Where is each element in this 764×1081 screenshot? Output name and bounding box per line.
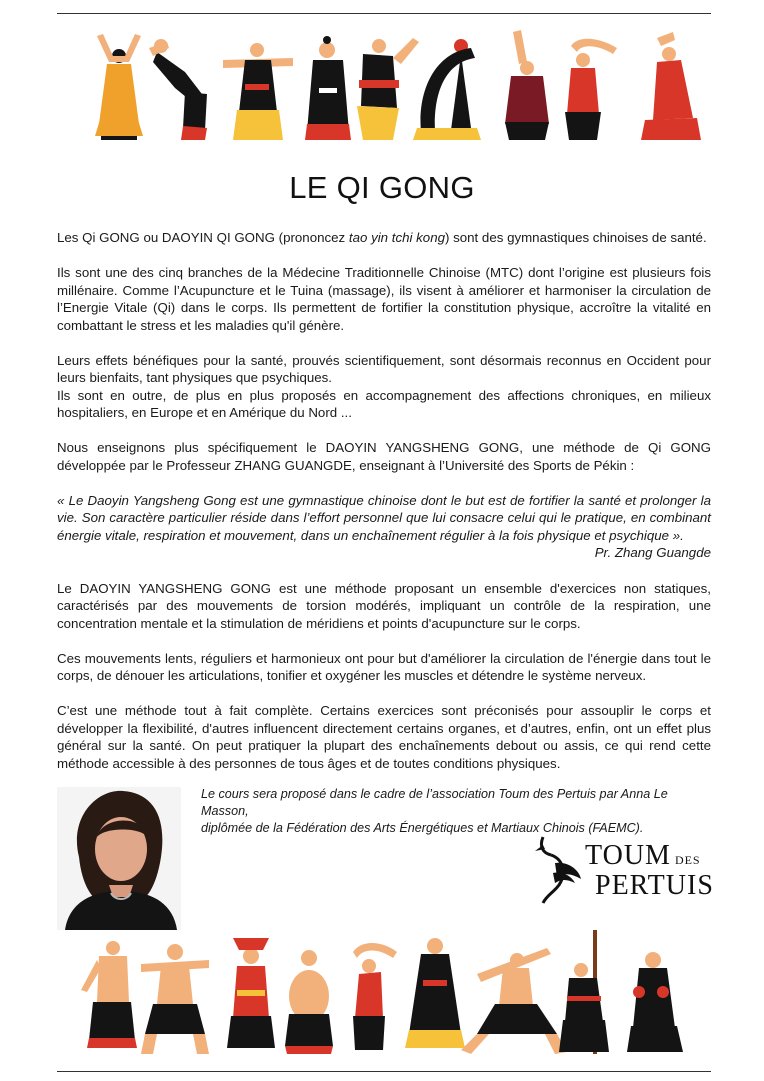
movements-paragraph: Ces mouvements lents, réguliers et harmonieux ont pour but d'améliorer la circulation de l'énergie dans tout le corps, de dénouer les articulations, tonifier et oxygéner les muscles et détendre le système nerveux. bbox=[57, 650, 711, 683]
teaching-paragraph: Nous enseignons plus spécifiquement le DAOYIN YANGSHENG GONG, une méthode de Qi GONG développée par le Professeur ZHANG GUANGDE, enseignant à l’Université des Sports de Pékin : bbox=[57, 440, 711, 473]
portrait-photo bbox=[57, 787, 181, 930]
intro-text-start: Les Qi GONG ou DAOYIN QI GONG (prononcez bbox=[57, 230, 349, 245]
bottom-figures-illustration bbox=[57, 930, 711, 1062]
origin-paragraph: Ils sont une des cinq branches de la Médecine Traditionnelle Chinoise (MTC) dont l’origine est plusieurs fois millénaire. Comme l’Acupuncture et le Tuina (massage), ils visent à améliorer et harmoniser la circulation de l’Energie Vitale (Qi) dans le corps. Ils permettent de fortifier la constitution physique, accroître la vitalité en combattant le stress et les maladies qu'il génère. bbox=[57, 265, 711, 333]
complete-paragraph: C’est une méthode tout à fait complète. Certains exercices sont préconisés pour assouplir le corps et développer la flexibilité, d'autres influencent directement certains organes, et d’autres, enfin, ont un effet plus général sur la santé. On peut pratiquer la plupart des enchaînements debout ou assis, ce qui rend cette méthode accessible à des personnes de tous âges et de toutes conditions physiques. bbox=[57, 703, 711, 771]
top-figures-illustration bbox=[57, 28, 711, 146]
method-paragraph: Le DAOYIN YANGSHENG GONG est une méthode proposant un ensemble d'exercices non statiques, caractérisés par des mouvements de torsion modérés, impliquant un contrôle de la respiration, une concentration mentale et la stimulation de méridiens et points d'acupuncture sur le corps. bbox=[57, 580, 711, 631]
toum-des-pertuis-logo bbox=[533, 833, 713, 905]
benefits-paragraph: Leurs effets bénéfiques pour la santé, prouvés scientifiquement, sont désormais reconnus en Occident pour leurs bienfaits, tant physiques que psychiques. bbox=[57, 352, 711, 385]
bottom-rule bbox=[57, 1071, 711, 1072]
crane-logo-icon bbox=[533, 833, 585, 905]
logo-word-des: DES bbox=[674, 853, 701, 867]
page-title: LE QI GONG bbox=[289, 170, 475, 205]
course-line-1: Le cours sera proposé dans le cadre de l’association Toum des Pertuis par Anna Le Masson, bbox=[201, 787, 668, 818]
quote-paragraph: « Le Daoyin Yangsheng Gong est une gymnastique chinoise dont le but est de fortifier la santé et prolonger la vie. Son caractère particulier réside dans l’effort personnel que lui consacre celui qui le pratique, en combinant énergie vitale, respiration et mouvement, dans un enchaînement régulier à la fois physique et psychique ». bbox=[57, 492, 711, 543]
logo-wordmark bbox=[585, 840, 714, 901]
course-line-2: diplômée de la Fédération des Arts Énergétiques et Martiaux Chinois (FAEMC). bbox=[201, 821, 644, 835]
logo-word-toum: TOUM bbox=[585, 840, 671, 871]
intro-text-end: ) sont des gymnastiques chinoises de santé. bbox=[444, 230, 707, 245]
course-note bbox=[201, 786, 711, 837]
top-rule bbox=[57, 13, 711, 14]
logo-word-pertuis: PERTUIS bbox=[595, 870, 714, 901]
hospitals-paragraph: Ils sont en outre, de plus en plus proposés en accompagnement des affections chroniques, en milieux hospitaliers, en Europe et en Amérique du Nord ... bbox=[57, 387, 711, 420]
quote-author: Pr. Zhang Guangde bbox=[594, 545, 711, 560]
intro-paragraph bbox=[57, 229, 711, 247]
article-body bbox=[57, 229, 711, 790]
pronunciation: tao yin tchi kong bbox=[348, 230, 445, 245]
